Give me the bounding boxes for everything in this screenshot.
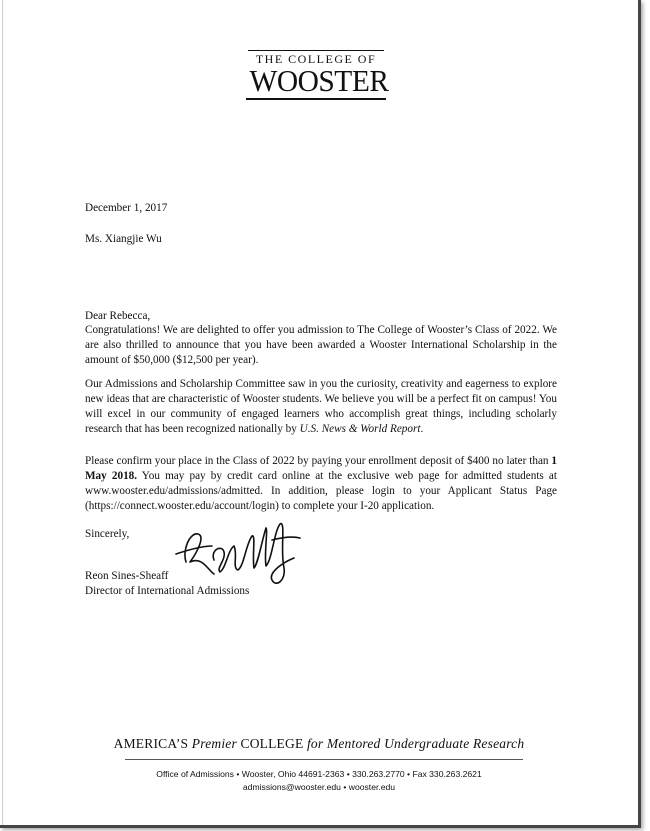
footer-contact: admissions@wooster.edu • wooster.edu — [242, 782, 396, 792]
motto-part-1: AMERICA’S — [113, 736, 192, 751]
recipient-name: Ms. Xiangjie Wu — [85, 233, 162, 245]
paragraph-deposit-text: Please confirm your place in the Class of 2022 by paying your enrollment deposit of $400 no later than — [85, 455, 552, 467]
motto-italic-2: for Mentored Undergraduate Research — [306, 736, 525, 751]
logo-line-1: THE COLLEGE OF — [255, 52, 377, 66]
paragraph-committee-text: Our Admissions and Scholarship Committee saw in you the curiosity, creativity and eagerness to explore new ideas that are characteristic of Wooster students. We believe you will be a perfect fit on campus! You will excel in our community of engaged learners who accomplish great things, including scholarly research that has been recognized nationally by — [85, 378, 557, 435]
salutation: Dear Rebecca, — [85, 310, 151, 322]
deposit-deadline: 1 May 2018. — [85, 455, 557, 482]
paragraph-deposit-end: You may pay by credit card online at the exclusive web page for admitted students at www.wooster.edu/admissions/admitted. In addition, please login to your Applicant Status Page (https://connect.wooster.edu/account/login) to complete your I-20 application. — [85, 470, 557, 512]
signer-title: Director of International Admissions — [85, 585, 250, 597]
footer-address: Office of Admissions • Wooster, Ohio 44691-2363 • 330.263.2770 • Fax 330.263.2621 — [156, 769, 482, 779]
paragraph-admission: Congratulations! We are delighted to offer you admission to The College of Wooster’s Class of 2022. We are also thrilled to announce that you have been awarded a Wooster International Scholarship in the amount of $50,000 ($12,500 per year). — [85, 324, 557, 366]
page-edge — [2, 0, 3, 825]
logo-bottom-rule — [246, 98, 386, 100]
publication-name: U.S. News & World Report — [299, 423, 421, 435]
closing: Sincerely, — [85, 528, 130, 540]
handwritten-signature — [168, 510, 308, 588]
paragraph-committee — [85, 377, 557, 437]
motto-italic-1: Premier — [191, 736, 237, 751]
college-logo — [246, 50, 389, 100]
logo-line-2: WOOSTER — [249, 63, 389, 98]
footer-rule — [125, 759, 523, 760]
paragraph-deposit — [85, 454, 557, 514]
logo-top-rule — [248, 50, 384, 51]
college-motto — [0, 736, 638, 752]
paragraph-committee-end: . — [420, 423, 424, 435]
signer-name: Reon Sines-Sheaff — [85, 570, 169, 582]
letter-date: December 1, 2017 — [85, 202, 168, 214]
motto-part-2: COLLEGE — [236, 736, 307, 751]
